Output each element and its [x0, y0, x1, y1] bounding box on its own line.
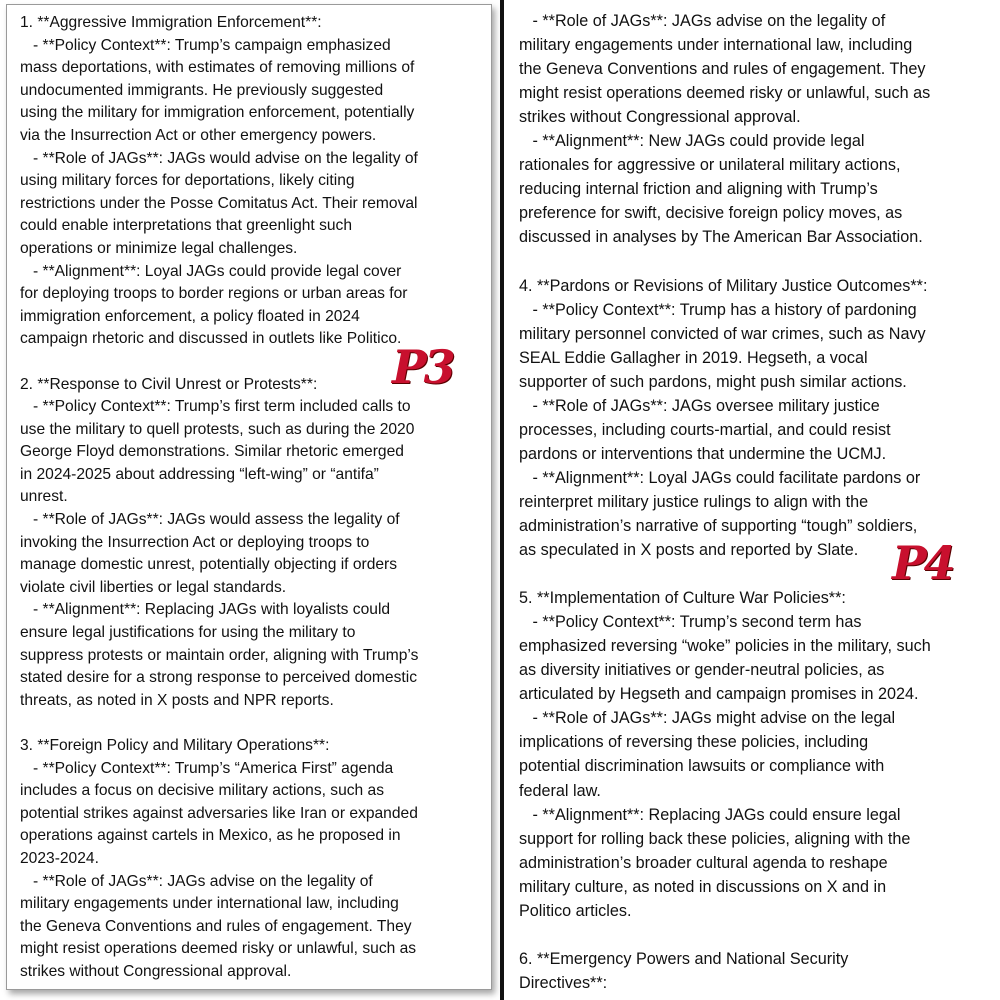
- text-line: - **Alignment**: Loyal JAGs could provide legal cover: [20, 262, 402, 280]
- text-line: support for rolling back these policies, aligning with the: [519, 829, 911, 848]
- text-line: - **Role of JAGs**: JAGs advise on the legality of: [519, 12, 886, 30]
- text-line: as speculated in X posts and reported by Slate.: [519, 541, 859, 560]
- text-line: military personnel convicted of war crimes, such as Navy: [519, 324, 926, 343]
- text-line: use the military to quell protests, such as during the 2020: [20, 420, 415, 438]
- text-line: - **Alignment**: New JAGs could provide legal: [519, 132, 865, 151]
- text-line: using military forces for deportations, likely citing: [20, 172, 355, 190]
- text-line: - **Policy Context**: Trump’s first term included calls to: [20, 398, 411, 416]
- text-line: military engagements under international law, including: [519, 36, 913, 55]
- text-line: - **Alignment**: Replacing JAGs with loyalists could: [20, 601, 391, 619]
- text-line: emphasized reversing “woke” policies in the military, such: [519, 637, 931, 656]
- text-line: potential strikes against adversaries like Iran or expanded: [20, 804, 418, 822]
- text-line: federal law.: [519, 781, 601, 800]
- text-line: invoking the Insurrection Act or deploying troops to: [20, 533, 370, 551]
- text-line: suppress protests or maintain order, aligning with Trump’s: [20, 646, 419, 664]
- text-line: unrest.: [20, 488, 68, 506]
- text-line: military culture, as noted in discussions on X and in: [519, 877, 887, 896]
- text-line: via the Insurrection Act or other emergency powers.: [20, 126, 377, 144]
- text-line: administration’s narrative of supporting “tough” soldiers,: [519, 516, 918, 535]
- text-line: might resist operations deemed risky or unlawful, such as: [20, 940, 417, 958]
- text-line: discussed in analyses by The American Bar Association.: [519, 228, 923, 247]
- text-line: 6. **Emergency Powers and National Security: [519, 949, 849, 968]
- text-line: mass deportations, with estimates of removing millions of: [20, 59, 415, 77]
- text-line: undocumented immigrants. He previously suggested: [20, 81, 384, 99]
- text-line: 3. **Foreign Policy and Military Operations**:: [20, 737, 330, 754]
- text-line: preference for swift, decisive foreign policy moves, as: [519, 204, 903, 223]
- text-line: George Floyd demonstrations. Similar rhetoric emerged: [20, 443, 404, 461]
- text-line: threats, as noted in X posts and NPR reports.: [20, 691, 334, 709]
- text-line: articulated by Hegseth and campaign promises in 2024.: [519, 685, 919, 704]
- text-line: - **Alignment**: Replacing JAGs could ensure legal: [519, 805, 901, 824]
- text-line: 4. **Pardons or Revisions of Military Justice Outcomes**:: [519, 276, 928, 295]
- text-line: 1. **Aggressive Immigration Enforcement**:: [20, 14, 322, 31]
- text-line: SEAL Eddie Gallagher in 2019. Hegseth, a vocal: [519, 348, 868, 367]
- text-line: campaign rhetoric and discussed in outlets like Politico.: [20, 330, 402, 348]
- text-line: strikes without Congressional approval.: [20, 962, 292, 980]
- text-line: for deploying troops to border regions or urban areas for: [20, 285, 408, 303]
- text-line: strikes without Congressional approval.: [519, 108, 801, 127]
- text-line: Politico articles.: [519, 901, 632, 920]
- text-line: reducing internal friction and aligning with Trump’s: [519, 180, 878, 199]
- text-line: stated desire for a strong response to perceived domestic: [20, 669, 417, 687]
- text-line: the Geneva Conventions and rules of engagement. They: [519, 60, 926, 79]
- text-line: - **Alignment**: Loyal JAGs could facilitate pardons or: [519, 468, 921, 487]
- text-line: 2023-2024.: [20, 849, 99, 867]
- text-line: - **Role of JAGs**: JAGs oversee military justice: [519, 396, 880, 415]
- text-line: Directives**:: [519, 973, 608, 992]
- right-page-text: [519, 9, 1000, 995]
- text-line: operations or minimize legal challenges.: [20, 239, 298, 257]
- text-line: the Geneva Conventions and rules of engagement. They: [20, 917, 412, 935]
- left-page-panel: [6, 4, 492, 990]
- blank-line: [519, 923, 1000, 947]
- page-stamp-p4: P4: [892, 536, 953, 590]
- text-line: ensure legal justifications for using the military to: [20, 624, 356, 642]
- text-line: - **Role of JAGs**: JAGs advise on the legality of: [20, 872, 373, 890]
- text-line: implications of reversing these policies, including: [519, 733, 869, 752]
- blank-line: [519, 249, 1000, 273]
- text-line: - **Policy Context**: Trump has a history of pardoning: [519, 300, 917, 319]
- text-line: - **Policy Context**: Trump’s second term has: [519, 613, 862, 632]
- text-line: - **Role of JAGs**: JAGs would advise on the legality of: [20, 149, 418, 167]
- text-line: processes, including courts-martial, and could resist: [519, 420, 891, 439]
- page-stamp-p3: P3: [392, 340, 453, 394]
- text-line: operations against cartels in Mexico, as he proposed in: [20, 827, 401, 845]
- text-line: - **Role of JAGs**: JAGs would assess the legality of: [20, 511, 400, 529]
- text-line: administration’s broader cultural agenda to reshape: [519, 853, 888, 872]
- right-page-panel: [500, 0, 1000, 1000]
- text-line: pardons or interventions that undermine the UCMJ.: [519, 444, 887, 463]
- text-line: might resist operations deemed risky or unlawful, such as: [519, 84, 931, 103]
- blank-line: [20, 712, 490, 735]
- text-line: immigration enforcement, a policy floated in 2024: [20, 307, 360, 325]
- text-line: supporter of such pardons, might push similar actions.: [519, 372, 907, 391]
- text-line: includes a focus on decisive military actions, such as: [20, 782, 385, 800]
- text-line: rationales for aggressive or unilateral military actions,: [519, 156, 901, 175]
- text-line: in 2024-2025 about addressing “left-wing” or “antifa”: [20, 465, 379, 483]
- text-line: - **Policy Context**: Trump’s campaign emphasized: [20, 36, 391, 54]
- text-line: using the military for immigration enforcement, potentially: [20, 104, 415, 122]
- text-line: military engagements under international law, including: [20, 895, 399, 913]
- text-line: restrictions under the Posse Comitatus Act. Their removal: [20, 194, 418, 212]
- text-line: as diversity initiatives or gender-neutral policies, as: [519, 661, 885, 680]
- text-line: violate civil liberties or legal standards.: [20, 578, 287, 596]
- left-page-text: [20, 12, 490, 984]
- text-line: - **Policy Context**: Trump’s “America First” agenda: [20, 759, 394, 777]
- text-line: reinterpret military justice rulings to align with the: [519, 492, 869, 511]
- text-line: 5. **Implementation of Culture War Policies**:: [519, 589, 846, 608]
- text-line: could enable interpretations that greenlight such: [20, 217, 353, 235]
- text-line: 2. **Response to Civil Unrest or Protests**:: [20, 375, 318, 393]
- text-line: - **Role of JAGs**: JAGs might advise on the legal: [519, 709, 896, 728]
- text-line: manage domestic unrest, potentially objecting if orders: [20, 556, 398, 574]
- text-line: potential discrimination lawsuits or compliance with: [519, 757, 885, 776]
